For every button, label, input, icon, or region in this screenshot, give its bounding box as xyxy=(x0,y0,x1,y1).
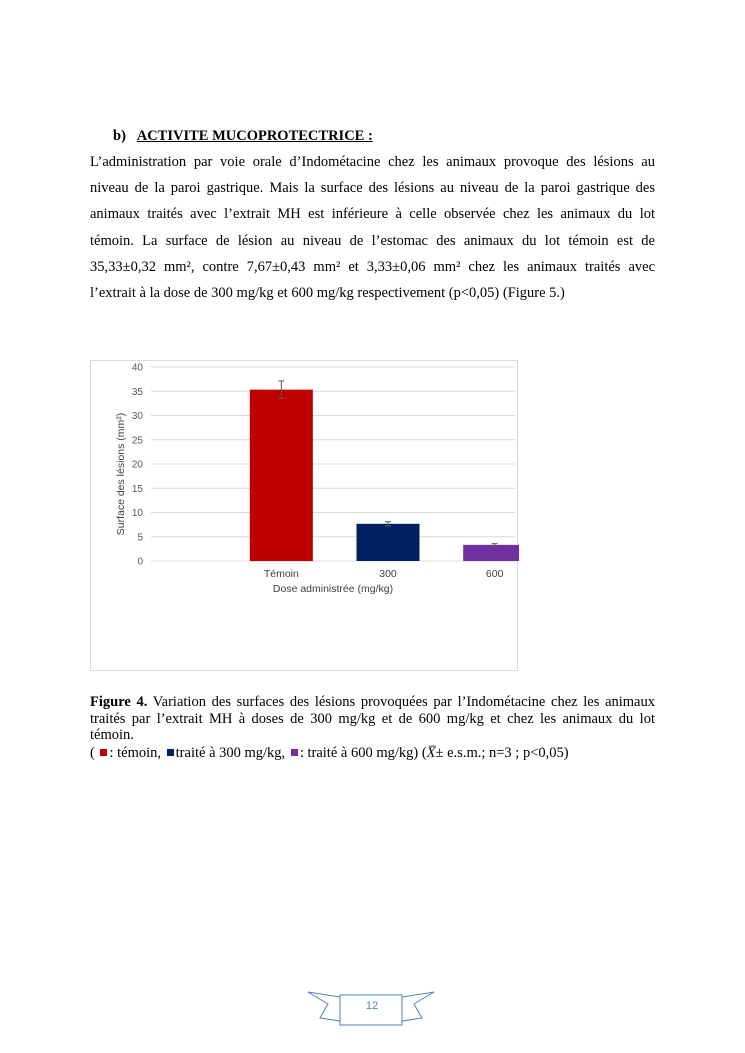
figure-label: Figure 4. xyxy=(90,694,148,710)
y-tick-label: 40 xyxy=(131,362,143,374)
y-tick-label: 25 xyxy=(131,435,143,447)
dose600-swatch-icon xyxy=(291,749,298,756)
caption-line xyxy=(90,694,655,711)
y-tick-label: 5 xyxy=(137,532,143,544)
paragraph-line: animaux traités avec l’extrait MH est inférieure à celle observée chez les animaux du lot xyxy=(90,206,655,223)
section-title: ACTIVITE MUCOPROTECTRICE : xyxy=(136,128,373,144)
legend-300: traité à 300 mg/kg, xyxy=(175,745,286,761)
mean-symbol: X̅ xyxy=(426,745,436,761)
stats-open-paren: ( xyxy=(421,745,427,761)
caption-line: traités par l’extrait MH à doses de 300 mg/kg et de 600 mg/kg et chez les animaux du lot xyxy=(90,710,655,727)
bar-0 xyxy=(250,390,313,561)
y-axis-title: Surface des lésions (mm²) xyxy=(115,412,127,536)
paragraph-line: témoin. La surface de lésion au niveau de l’estomac des animaux du lot témoin est de xyxy=(90,232,655,249)
paragraph-line: l’extrait à la dose de 300 mg/kg et 600 mg/kg respectivement (p<0,05) (Figure 5.) xyxy=(90,284,565,301)
y-tick-label: 15 xyxy=(131,483,143,495)
y-tick-label: 20 xyxy=(131,459,143,471)
paragraph-line: 35,33±0,32 mm², contre 7,67±0,43 mm² et 3,33±0,06 mm² chez les animaux traités avec xyxy=(90,258,655,275)
x-axis-title: Dose administrée (mg/kg) xyxy=(272,583,394,595)
caption-line: témoin. xyxy=(90,727,134,743)
figure-caption xyxy=(90,694,655,744)
stats-text: ± e.s.m.; n=3 ; p<0,05) xyxy=(435,745,569,761)
bars xyxy=(250,381,519,561)
gridlines xyxy=(151,367,515,561)
y-tick-label: 30 xyxy=(131,411,143,422)
page-number: 12 xyxy=(365,1000,379,1012)
y-tick-label: 0 xyxy=(137,556,143,568)
y-tick-label: 10 xyxy=(131,508,143,519)
bar-2 xyxy=(463,545,519,561)
legend-temoin: : témoin, xyxy=(109,745,162,761)
y-tick-label: 35 xyxy=(131,386,143,398)
x-tick-label: Témoin xyxy=(263,568,299,580)
body-paragraph xyxy=(90,149,655,306)
page-number-banner xyxy=(306,988,436,1028)
x-tick-label: 300 xyxy=(379,568,397,580)
dose300-swatch-icon xyxy=(167,749,174,756)
legend-600: : traité à 600 mg/kg) xyxy=(299,745,419,761)
section-marker: b) xyxy=(113,128,126,144)
paragraph-line: L’administration par voie orale d’Indométacine chez les animaux provoque des lésions au xyxy=(90,154,655,170)
bar-1 xyxy=(357,524,420,561)
caption-text: Variation des surfaces des lésions provoquées par l’Indométacine chez les animaux xyxy=(147,694,655,710)
chart-svg xyxy=(91,361,519,672)
x-tick-label: 600 xyxy=(485,568,504,580)
temoin-swatch-icon xyxy=(100,749,107,756)
section-heading xyxy=(113,128,373,145)
paragraph-line: niveau de la paroi gastrique. Mais la surface des lésions au niveau de la paroi gastrique des xyxy=(90,180,655,197)
caption-legend xyxy=(90,745,569,762)
bar-chart xyxy=(90,360,518,671)
legend-open-paren: ( xyxy=(90,745,95,761)
